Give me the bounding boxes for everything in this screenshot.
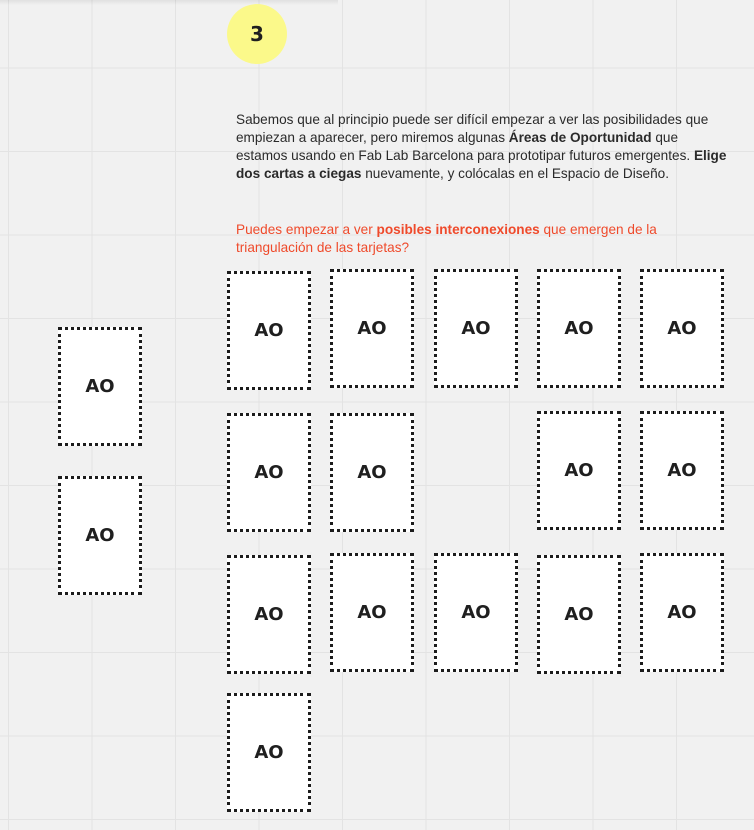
top-edge-shadow — [0, 0, 338, 5]
ao-card[interactable]: AO — [330, 553, 414, 672]
question-part-1: Puedes empezar a ver — [236, 222, 377, 237]
ao-card[interactable]: AO — [434, 553, 518, 672]
ao-card[interactable]: AO — [640, 269, 724, 388]
question-part-2: que emergen de la triangulación de las tarjetas? — [236, 222, 657, 255]
step-number-badge: 3 — [227, 4, 287, 64]
instructions-bold-2: Elige dos cartas a ciegas — [236, 148, 727, 181]
instructions-text — [236, 111, 728, 183]
ao-card[interactable]: AO — [227, 413, 311, 532]
ao-card[interactable]: AO — [640, 411, 724, 530]
ao-card[interactable]: AO — [330, 413, 414, 532]
ao-card[interactable]: AO — [640, 553, 724, 672]
instructions-bold-1: Áreas de Oportunidad — [508, 130, 652, 145]
question-bold: posibles interconexiones — [376, 222, 540, 237]
instructions-part-2: que estamos usando en Fab Lab Barcelona para prototipar futuros emergentes. — [236, 130, 694, 163]
ao-card[interactable]: AO — [330, 269, 414, 388]
question-text — [236, 221, 728, 257]
instructions-part-3: nuevamente, y colócalas en el Espacio de Diseño. — [361, 166, 669, 181]
ao-card[interactable]: AO — [227, 555, 311, 674]
design-space-card-2[interactable]: AO — [58, 476, 142, 595]
design-space-card-1[interactable]: AO — [58, 327, 142, 446]
ao-card[interactable]: AO — [537, 555, 621, 674]
ao-card[interactable]: AO — [227, 693, 311, 812]
ao-card[interactable]: AO — [227, 271, 311, 390]
ao-card[interactable]: AO — [434, 269, 518, 388]
ao-card[interactable]: AO — [537, 269, 621, 388]
ao-card[interactable]: AO — [537, 411, 621, 530]
instructions-part-1: Sabemos que al principio puede ser difícil empezar a ver las posibilidades que empiezan a aparecer, pero miremos algunas — [236, 112, 709, 145]
